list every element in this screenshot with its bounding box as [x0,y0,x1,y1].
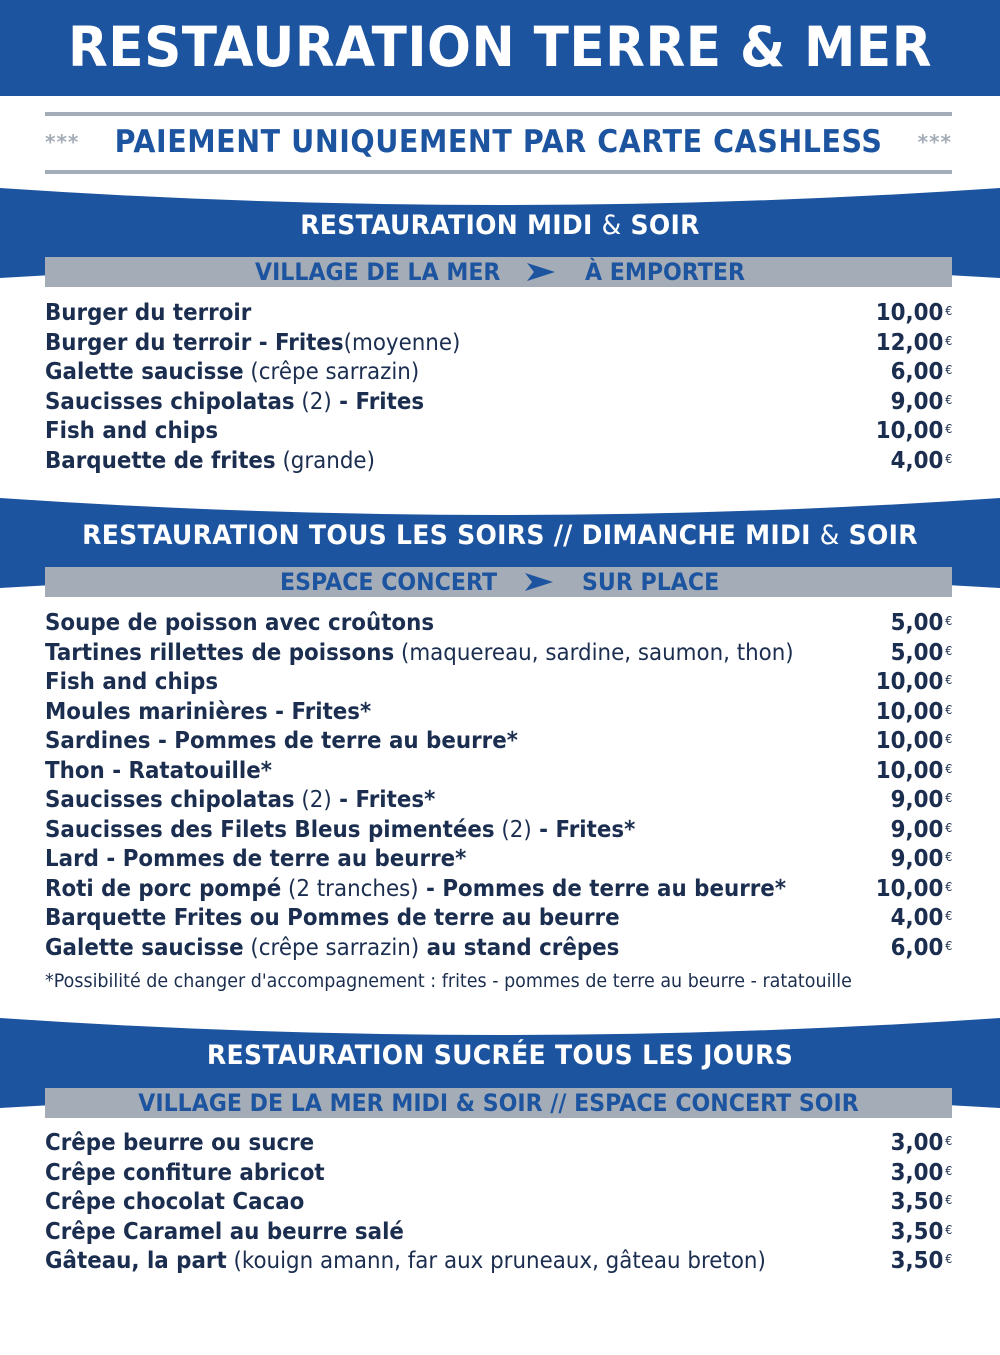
currency-symbol: € [944,791,952,805]
price-value: 9,00 [890,816,944,843]
menu-item-title: Saucisses des Filets Bleus pimentées [45,816,495,843]
menu-item-name [45,1159,325,1188]
menu-item [45,1218,952,1248]
currency-symbol: € [944,673,952,687]
menu-item-name [45,1218,404,1247]
menu-item-price [875,329,952,358]
menu-item [45,639,952,669]
currency-symbol: € [944,614,952,628]
menu-item [45,668,952,698]
menu-item-title: Sardines - Pommes de terre au beurre* [45,728,518,754]
menu-item-price [875,417,952,446]
currency-symbol: € [944,702,952,717]
menu-item-name [45,786,435,815]
menu-item-price [890,1218,952,1247]
menu-item-note: (crêpe sarrazin) [243,934,420,961]
menu-item-name [45,329,460,358]
price-value: 10,00 [875,418,944,444]
menu-item-name [45,727,518,756]
menu-item-title: Crêpe beurre ou sucre [45,1130,315,1156]
section-title-1-amp: & [601,210,622,241]
menu-item-note: (2) [494,816,532,843]
price-value: 5,00 [890,610,944,636]
price-value: 10,00 [875,757,944,784]
currency-symbol: € [944,363,952,377]
menu-item-title: Soupe de poisson avec croûtons [45,610,435,636]
footnote: *Possibilité de changer d'accompagnement : frites - pommes de terre au beurre - ratatouille [45,970,852,992]
price-value: 10,00 [875,698,944,725]
menu-item-price [890,904,952,933]
menu-item-note: (maquereau, sardine, saumon, thon) [394,639,794,666]
menu-item [45,816,952,846]
menu-item-name [45,757,272,786]
menu-item-extra: - Frites [331,388,425,415]
price-value: 10,00 [875,875,944,902]
currency-symbol: € [944,879,952,894]
menu-item-price [890,609,952,638]
menu-item [45,727,952,757]
menu-item-name [45,447,375,476]
menu-item-note: (moyenne) [343,329,461,356]
menu-item-title: Crêpe Caramel au beurre salé [45,1218,404,1245]
menu-item [45,934,952,964]
section-title-2-a: RESTAURATION TOUS LES SOIRS // DIMANCHE MIDI [82,520,820,551]
menu-item [45,875,952,905]
menu-item-note: (2) [294,388,332,415]
header-banner [0,0,1000,96]
price-value: 3,50 [890,1189,944,1215]
menu-item-name [45,388,424,417]
price-value: 3,50 [890,1248,944,1274]
location-bar-3 [45,1088,952,1118]
stars-right: *** [917,130,952,154]
payment-text: PAIEMENT UNIQUEMENT PAR CARTE CASHLESS [114,124,883,160]
menu-item-price [875,757,952,786]
currency-symbol: € [944,1134,952,1148]
menu-item-price [890,934,952,963]
currency-symbol: € [944,1252,952,1266]
currency-symbol: € [944,938,952,953]
menu-item-price [890,1247,952,1276]
currency-symbol: € [944,451,952,466]
menu-item-name [45,1188,304,1217]
menu-item-title: Galette saucisse [45,359,244,385]
menu-item-title: Moules marinières - Frites* [45,698,372,725]
arrow-right-icon [526,261,556,283]
menu-item-note: (grande) [275,447,375,474]
section-title-2 [35,520,965,551]
menu-item-title: Saucisses chipolatas [45,787,295,813]
menu-item [45,299,952,329]
currency-symbol: € [944,732,952,746]
menu-item-price [890,786,952,815]
section-title-1-b: SOIR [621,210,700,241]
currency-symbol: € [944,761,952,776]
section-title-1-a: RESTAURATION MIDI [300,210,602,241]
menu-list-1 [45,299,952,476]
price-value: 9,00 [890,388,944,415]
price-value: 4,00 [890,447,944,474]
menu-item-title: Crêpe confiture abricot [45,1159,325,1186]
menu-item-title: Crêpe chocolat Cacao [45,1189,305,1215]
menu-item-price [890,358,952,387]
currency-symbol: € [944,304,952,318]
menu-item-price [890,447,952,476]
price-value: 4,00 [890,905,944,931]
menu-item [45,447,952,477]
menu-item [45,845,952,875]
menu-item [45,388,952,418]
menu-item-price [875,875,952,904]
menu-item-price [890,639,952,668]
menu-item-name [45,417,218,446]
menu-item-extra: - Pommes de terre au beurre* [418,875,787,902]
menu-list-3 [45,1129,952,1277]
menu-item [45,786,952,816]
menu-item [45,1188,952,1218]
payment-notice [45,120,952,170]
menu-item [45,358,952,388]
section-title-2-b: SOIR [839,520,918,551]
menu-item-name [45,1247,766,1276]
menu-item-extra: au stand crêpes [419,934,620,961]
currency-symbol: € [944,1193,952,1207]
location-bar-1-left: VILLAGE DE LA MER [255,258,501,286]
price-value: 6,00 [890,934,944,961]
menu-item [45,1129,952,1159]
price-value: 10,00 [875,300,944,326]
arrow-right-icon [524,571,554,593]
currency-symbol: € [944,333,952,348]
menu-item-title: Fish and chips [45,669,219,695]
menu-item-title: Galette saucisse [45,934,244,961]
menu-item-extra: - Frites* [531,816,636,843]
location-bar-3-text: VILLAGE DE LA MER MIDI & SOIR // ESPACE CONCERT SOIR [138,1089,859,1117]
menu-item-name [45,299,251,328]
menu-list-2 [45,609,952,963]
menu-item-title: Burger du terroir - Frites [45,329,344,356]
price-value: 9,00 [890,787,944,813]
menu-item-price [890,816,952,845]
currency-symbol: € [944,1163,952,1178]
menu-item-name [45,698,371,727]
menu-item-name [45,904,620,933]
menu-item [45,1159,952,1189]
menu-item [45,609,952,639]
menu-item-title: Roti de porc pompé [45,875,282,902]
menu-item-name [45,609,434,638]
menu-item-title: Saucisses chipolatas [45,388,295,415]
menu-item [45,417,952,447]
menu-item-title: Fish and chips [45,418,219,444]
menu-item [45,1247,952,1277]
menu-item-name [45,816,635,845]
menu-item-price [890,1159,952,1188]
price-value: 10,00 [875,728,944,754]
location-bar-2 [45,567,952,597]
currency-symbol: € [944,1222,952,1237]
price-value: 12,00 [875,329,944,356]
page-title: RESTAURATION TERRE & MER [67,15,933,79]
menu-item-title: Tartines rillettes de poissons [45,639,395,666]
menu-item-note: (2) [294,787,332,813]
location-bar-2-right: SUR PLACE [582,568,720,596]
menu-item-name [45,639,794,668]
menu-item-title: Thon - Ratatouille* [45,757,272,784]
menu-item-price [890,1188,952,1217]
menu-item-name [45,668,218,697]
menu-item-title: Barquette de frites [45,447,276,474]
menu-item-note: (crêpe sarrazin) [243,359,420,385]
divider-top [45,112,952,116]
stars-left: *** [45,130,80,154]
menu-item-title: Burger du terroir [45,300,252,326]
price-value: 3,00 [890,1159,944,1186]
menu-item-note: (2 tranches) [281,875,419,902]
divider-bottom [45,170,952,174]
menu-item-price [890,845,952,874]
menu-item-name [45,1129,314,1158]
location-bar-1 [45,257,952,287]
currency-symbol: € [944,392,952,407]
menu-item-name [45,875,786,904]
menu-item-price [890,1129,952,1158]
menu-item-name [45,934,619,963]
menu-item-note: (kouign amann, far aux pruneaux, gâteau breton) [226,1248,766,1274]
section-title-3-a: RESTAURATION SUCRÉE TOUS LES JOURS [206,1040,794,1071]
price-value: 6,00 [890,359,944,385]
menu-item [45,698,952,728]
menu-item-name [45,358,419,387]
location-bar-1-right: À EMPORTER [585,258,745,286]
menu-item-price [890,388,952,417]
menu-item-price [875,668,952,697]
price-value: 3,50 [890,1218,944,1245]
price-value: 5,00 [890,639,944,666]
section-title-2-amp: & [819,520,840,551]
price-value: 3,00 [890,1130,944,1156]
menu-item-price [875,727,952,756]
section-title-3 [35,1040,965,1071]
menu-item-title: Barquette Frites ou Pommes de terre au beurre [45,905,620,931]
currency-symbol: € [944,820,952,835]
section-title-1 [35,210,965,241]
currency-symbol: € [944,850,952,864]
menu-item [45,904,952,934]
price-value: 9,00 [890,846,944,872]
currency-symbol: € [944,422,952,436]
price-value: 10,00 [875,669,944,695]
menu-item-title: Gâteau, la part [45,1248,227,1274]
menu-item-price [875,299,952,328]
menu-item-title: Lard - Pommes de terre au beurre* [45,846,467,872]
location-bar-2-left: ESPACE CONCERT [280,568,498,596]
menu-item-extra: - Frites* [331,787,436,813]
menu-item [45,757,952,787]
menu-item-name [45,845,466,874]
currency-symbol: € [944,909,952,923]
menu-item-price [875,698,952,727]
menu-item [45,329,952,359]
currency-symbol: € [944,643,952,658]
